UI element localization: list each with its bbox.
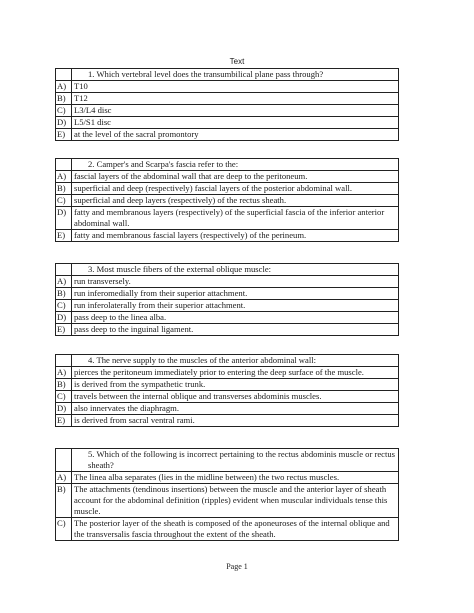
option-letter: E) bbox=[56, 230, 72, 242]
question-2-table bbox=[55, 158, 399, 242]
option-text: fascial layers of the abdominal wall that are deep to the peritoneum. bbox=[72, 171, 399, 183]
option-letter: B) bbox=[56, 379, 72, 391]
option-letter: A) bbox=[56, 276, 72, 288]
question-1-stem: 1. Which vertebral level does the transumbilical plane pass through? bbox=[72, 69, 399, 81]
option-letter: C) bbox=[56, 300, 72, 312]
option-text: at the level of the sacral promontory bbox=[72, 129, 399, 141]
option-text: run inferomedially from their superior attachment. bbox=[72, 288, 399, 300]
page-number: Page 1 bbox=[226, 562, 248, 571]
option-text: L5/S1 disc bbox=[72, 117, 399, 129]
option-letter: D) bbox=[56, 403, 72, 415]
option-text: pass deep to the linea alba. bbox=[72, 312, 399, 324]
option-text: The attachments (tendinous insertions) between the muscle and the anterior layer of sheath account for the abdominal definition (ripples) evident when muscular individuals tense this muscle. bbox=[72, 484, 399, 518]
option-letter: D) bbox=[56, 207, 72, 230]
option-letter: C) bbox=[56, 105, 72, 117]
option-letter: B) bbox=[56, 484, 72, 518]
option-letter: A) bbox=[56, 367, 72, 379]
option-text: pass deep to the inguinal ligament. bbox=[72, 324, 399, 336]
option-text: is derived from the sympathetic trunk. bbox=[72, 379, 399, 391]
question-3-stem: 3. Most muscle fibers of the external oblique muscle: bbox=[72, 264, 399, 276]
option-text: superficial and deep (respectively) fascial layers of the posterior abdominal wall. bbox=[72, 183, 399, 195]
option-letter: A) bbox=[56, 171, 72, 183]
option-letter: C) bbox=[56, 391, 72, 403]
option-text: run inferolaterally from their superior attachment. bbox=[72, 300, 399, 312]
question-4-stem: 4. The nerve supply to the muscles of the anterior abdominal wall: bbox=[72, 355, 399, 367]
option-letter: A) bbox=[56, 472, 72, 484]
option-text: is derived from sacral ventral rami. bbox=[72, 415, 399, 427]
option-text: The posterior layer of the sheath is composed of the aponeuroses of the internal oblique and the transversalis fascia throughout the extent of the sheath. bbox=[72, 518, 399, 541]
option-letter: D) bbox=[56, 117, 72, 129]
option-text: fatty and membranous fascial layers (respectively) of the perineum. bbox=[72, 230, 399, 242]
option-text: T10 bbox=[72, 81, 399, 93]
option-text: T12 bbox=[72, 93, 399, 105]
option-letter: B) bbox=[56, 93, 72, 105]
question-4-table bbox=[55, 354, 399, 427]
option-letter: B) bbox=[56, 288, 72, 300]
header-text: Text bbox=[229, 57, 245, 66]
option-text: fatty and membranous layers (respectively) of the superficial fascia of the inferior anterior abdominal wall. bbox=[72, 207, 399, 230]
option-letter: C) bbox=[56, 195, 72, 207]
option-text: L3/L4 disc bbox=[72, 105, 399, 117]
option-text: superficial and deep layers (respectively) of the rectus sheath. bbox=[72, 195, 399, 207]
option-text: travels between the internal oblique and transverses abdominis muscles. bbox=[72, 391, 399, 403]
option-letter: C) bbox=[56, 518, 72, 541]
option-letter: B) bbox=[56, 183, 72, 195]
question-3-table bbox=[55, 263, 399, 336]
option-text: pierces the peritoneum immediately prior to entering the deep surface of the muscle. bbox=[72, 367, 399, 379]
option-letter: D) bbox=[56, 312, 72, 324]
option-letter: E) bbox=[56, 415, 72, 427]
option-letter: E) bbox=[56, 324, 72, 336]
option-text: run transversely. bbox=[72, 276, 399, 288]
question-2-stem: 2. Camper's and Scarpa's fascia refer to the: bbox=[72, 159, 399, 171]
question-5-table bbox=[55, 448, 399, 541]
question-1-table bbox=[55, 68, 399, 141]
option-letter: A) bbox=[56, 81, 72, 93]
question-5-stem: 5. Which of the following is incorrect pertaining to the rectus abdominis muscle or rectus sheath? bbox=[72, 449, 399, 472]
option-text: The linea alba separates (lies in the midline between) the two rectus muscles. bbox=[72, 472, 399, 484]
option-letter: E) bbox=[56, 129, 72, 141]
option-text: also innervates the diaphragm. bbox=[72, 403, 399, 415]
